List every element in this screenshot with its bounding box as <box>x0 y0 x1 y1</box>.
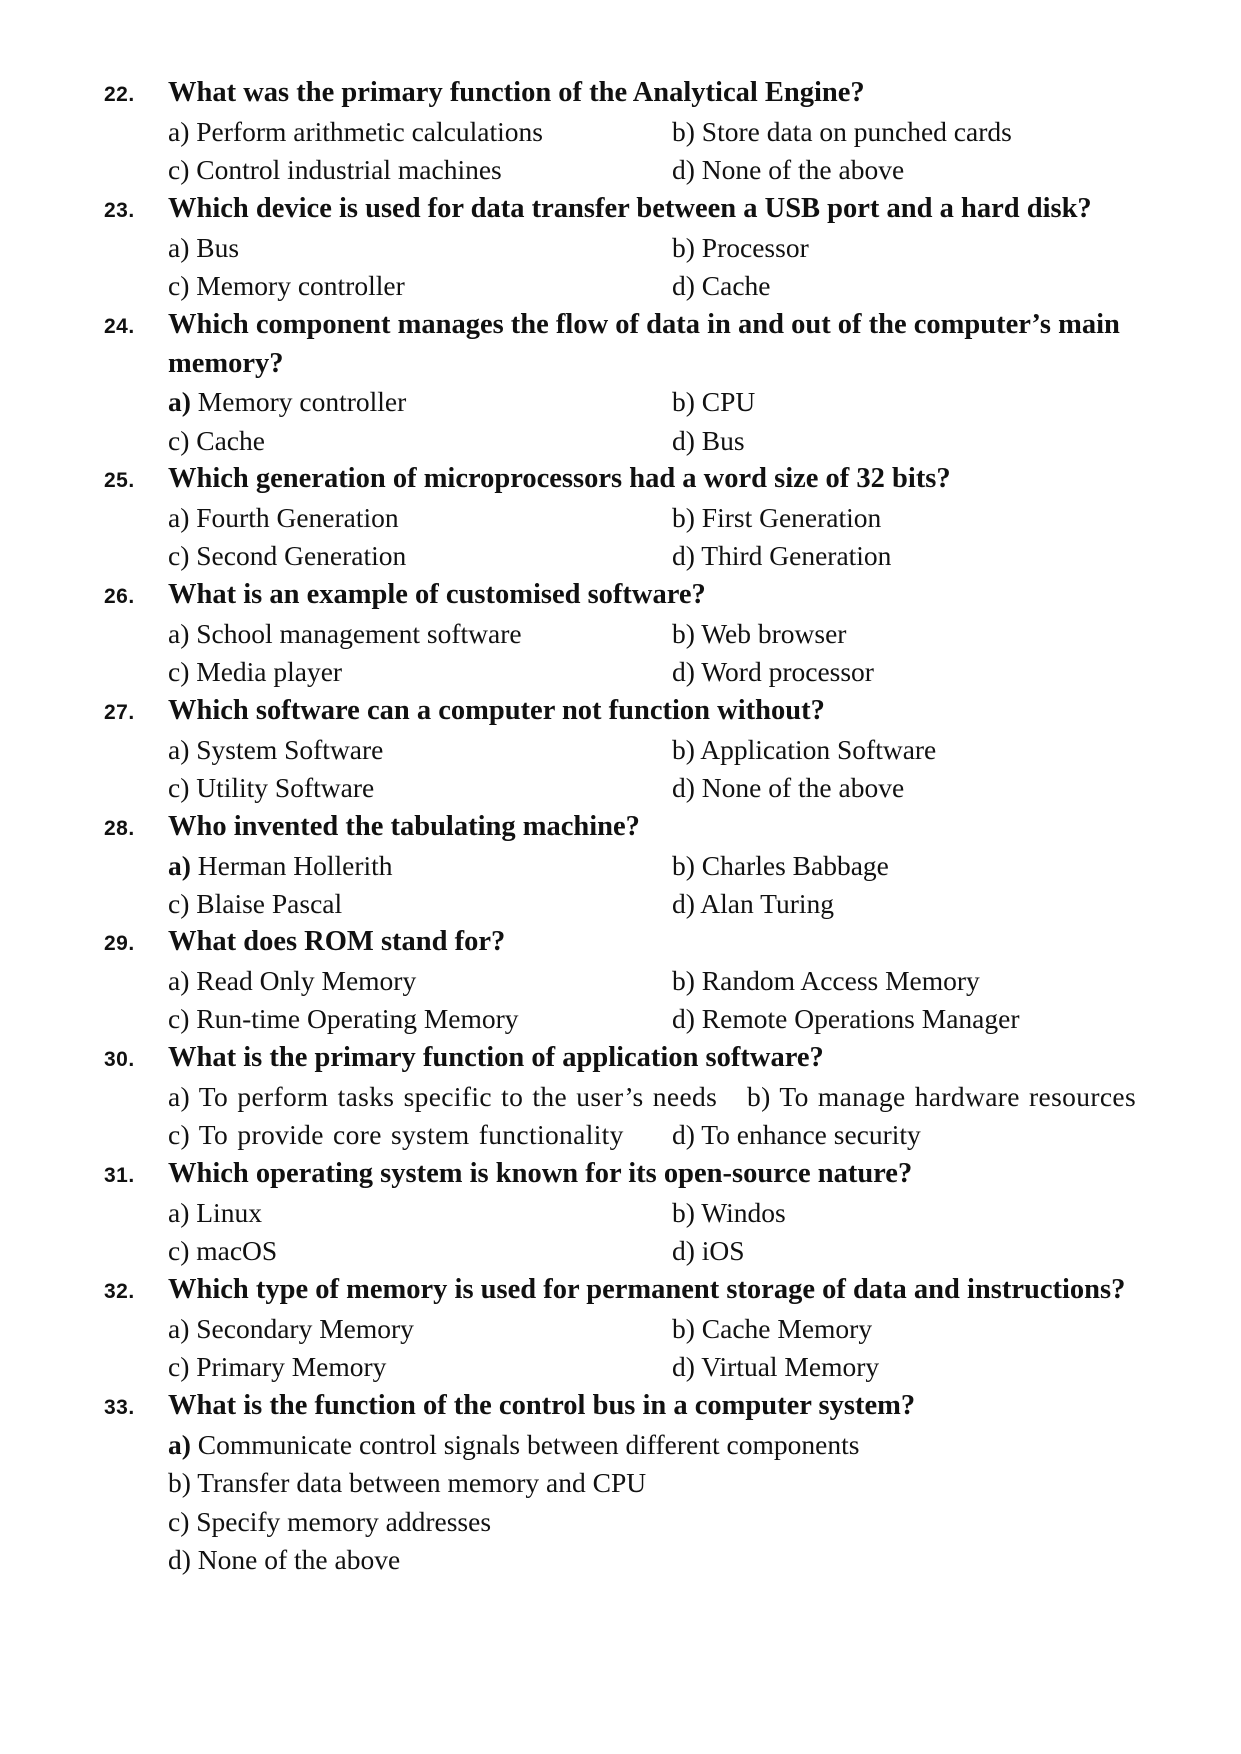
question-text: Which generation of microprocessors had a word size of 32 bits? <box>168 463 951 494</box>
option-b: b) Processor <box>672 231 809 263</box>
option-c: c) To provide core system functionality <box>168 1119 624 1150</box>
option-a: a) Bus <box>168 231 240 263</box>
option-c: c) Blaise Pascal <box>168 888 343 919</box>
option-a: a) Fourth Generation <box>168 501 399 533</box>
option-d: d) Virtual Memory <box>672 1351 880 1382</box>
option-c: c) Control industrial machines <box>168 154 502 185</box>
option-b: b) Web browser <box>672 617 847 649</box>
question-number: 22. <box>104 83 135 106</box>
option-d: d) Word processor <box>672 656 874 687</box>
option-b: b) To manage hardware resources <box>747 1080 1137 1112</box>
question-text: What was the primary function of the Analytical Engine? <box>168 77 865 108</box>
option-a: a) System Software <box>168 733 384 765</box>
question-number: 23. <box>104 199 135 222</box>
question-text: What is the primary function of application software? <box>168 1042 824 1073</box>
option-a: a) To perform tasks specific to the user’s needs <box>168 1080 718 1112</box>
option-c: c) Primary Memory <box>168 1351 387 1382</box>
question-text: What is an example of customised software? <box>168 579 706 610</box>
question-text: Who invented the tabulating machine? <box>168 811 640 842</box>
option-c: c) macOS <box>168 1235 278 1266</box>
option-b: b) Application Software <box>672 733 937 765</box>
option-c: c) Media player <box>168 656 343 687</box>
option-d: d) Alan Turing <box>672 888 834 919</box>
option-b: b) Transfer data between memory and CPU <box>168 1467 647 1498</box>
option-a: a) Linux <box>168 1196 262 1228</box>
option-a: a) Read Only Memory <box>168 964 417 996</box>
option-a: a) Communicate control signals between different components <box>168 1428 860 1460</box>
question-number: 28. <box>104 817 135 840</box>
option-d: d) To enhance security <box>672 1119 921 1150</box>
option-b: b) Store data on punched cards <box>672 115 1012 147</box>
question-text: Which operating system is known for its open-source nature? <box>168 1158 913 1189</box>
option-d: d) None of the above <box>672 154 905 185</box>
question-number: 29. <box>104 932 135 955</box>
option-c: c) Utility Software <box>168 772 375 803</box>
option-b: b) Cache Memory <box>672 1312 873 1344</box>
option-a: a) Herman Hollerith <box>168 849 393 881</box>
question-text: What does ROM stand for? <box>168 926 506 957</box>
option-d: d) Remote Operations Manager <box>672 1003 1020 1034</box>
option-c: c) Specify memory addresses <box>168 1505 492 1537</box>
option-c: c) Memory controller <box>168 270 405 301</box>
option-d: d) Cache <box>672 270 771 301</box>
question-number: 27. <box>104 701 135 724</box>
option-b: b) First Generation <box>672 501 882 533</box>
option-a: a) Perform arithmetic calculations <box>168 115 543 147</box>
option-d: d) None of the above <box>168 1544 401 1575</box>
question-number: 31. <box>104 1164 135 1187</box>
option-d: d) Bus <box>672 424 745 456</box>
question-text: Which software can a computer not function without? <box>168 695 825 726</box>
option-c: c) Run-time Operating Memory <box>168 1003 519 1034</box>
question-text: Which component manages the flow of data in and out of the computer’s main memory? <box>168 309 1120 379</box>
question-number: 32. <box>104 1280 135 1303</box>
option-c: c) Second Generation <box>168 540 407 571</box>
option-d: d) iOS <box>672 1235 745 1266</box>
question-number: 30. <box>104 1048 135 1071</box>
question-number: 24. <box>104 315 135 338</box>
option-a: a) School management software <box>168 617 522 649</box>
option-b: b) Charles Babbage <box>672 849 889 881</box>
question-number: 26. <box>104 585 135 608</box>
question-text: Which device is used for data transfer between a USB port and a hard disk? <box>168 193 1092 224</box>
question-text: What is the function of the control bus in a computer system? <box>168 1390 916 1421</box>
question-text: Which type of memory is used for permanent storage of data and instructions? <box>168 1274 1126 1305</box>
question-number: 33. <box>104 1396 135 1419</box>
option-a: a) Secondary Memory <box>168 1312 414 1344</box>
option-b: b) Windos <box>672 1196 786 1228</box>
option-d: d) Third Generation <box>672 540 892 571</box>
option-b: b) Random Access Memory <box>672 964 980 996</box>
option-a: a) Memory controller <box>168 386 407 417</box>
option-b: b) CPU <box>672 386 756 417</box>
question-number: 25. <box>104 469 135 492</box>
option-c: c) Cache <box>168 424 265 456</box>
option-d: d) None of the above <box>672 772 905 803</box>
